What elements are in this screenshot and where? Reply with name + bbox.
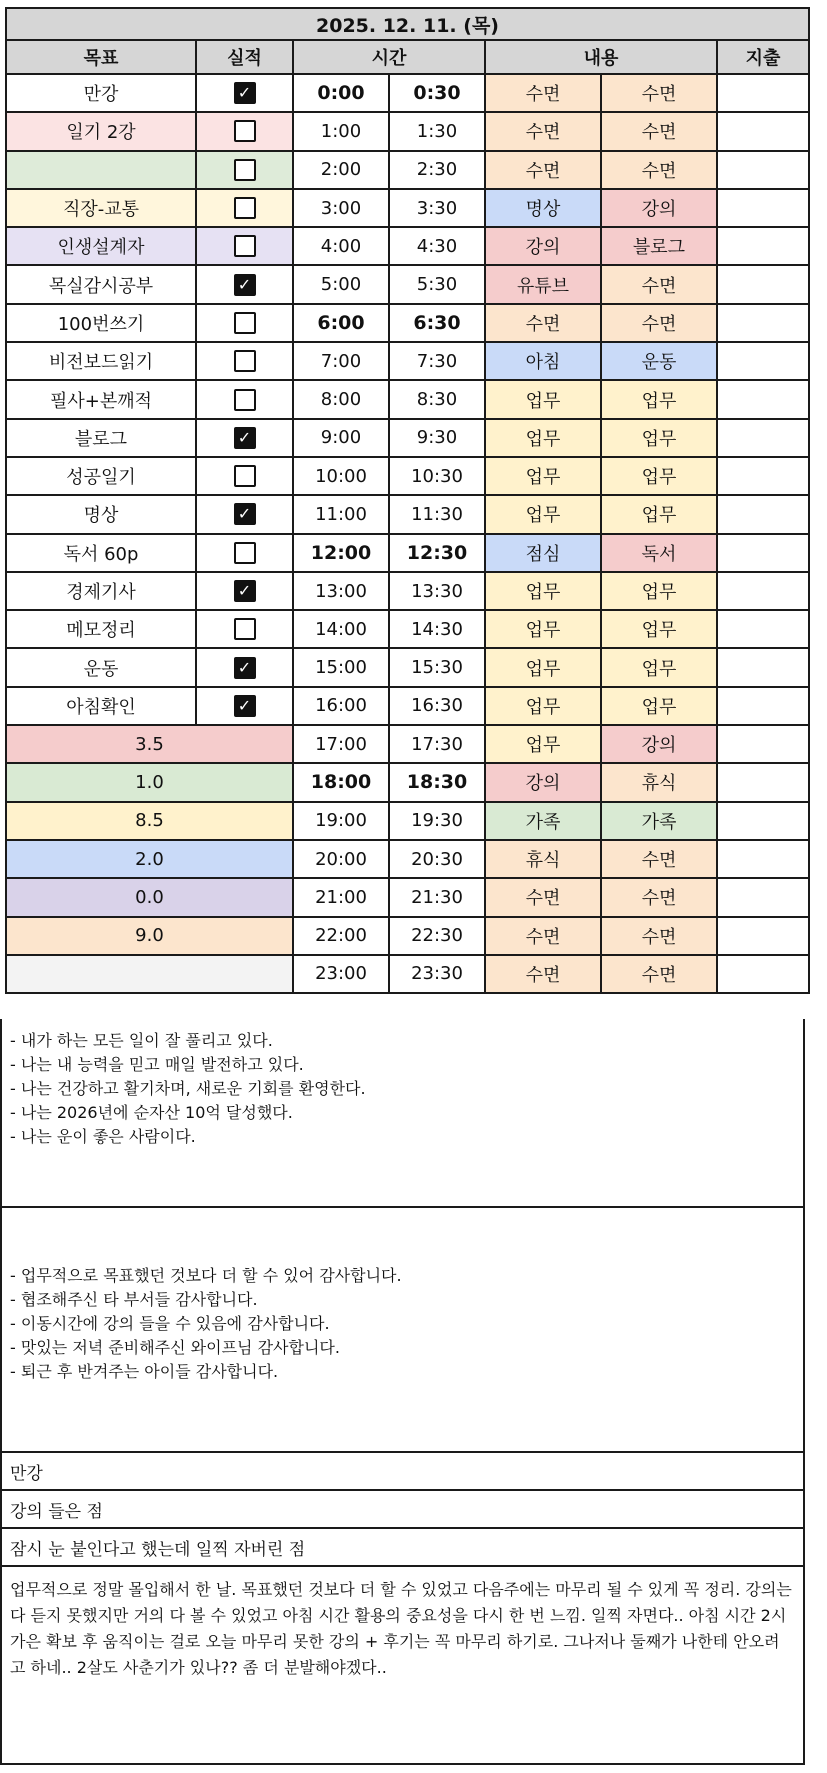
expense-cell	[718, 420, 810, 458]
time-start: 18:00	[294, 764, 390, 802]
activity-first-half: 업무	[486, 381, 602, 419]
activity-first-half: 업무	[486, 420, 602, 458]
activity-first-half: 아침	[486, 343, 602, 381]
activity-second-half: 업무	[602, 611, 718, 649]
activity-first-half: 수면	[486, 113, 602, 151]
time-end: 18:30	[390, 764, 486, 802]
affirmations-line: - 나는 건강하고 활기차며, 새로운 기회를 환영한다.	[10, 1079, 366, 1098]
activity-first-half: 점심	[486, 535, 602, 573]
activity-first-half: 가족	[486, 803, 602, 841]
goal-cell	[5, 152, 197, 190]
review-line-2: 강의 들은 점	[0, 1491, 805, 1529]
time-end: 12:30	[390, 535, 486, 573]
time-start: 20:00	[294, 841, 390, 879]
goal-cell: 인생설계자	[5, 228, 197, 266]
activity-first-half: 수면	[486, 75, 602, 113]
schedule-row	[5, 305, 810, 343]
activity-second-half: 강의	[602, 190, 718, 228]
activity-first-half: 수면	[486, 879, 602, 917]
result-cell	[197, 305, 294, 343]
expense-cell	[718, 841, 810, 879]
schedule-row	[5, 803, 810, 841]
expense-cell	[718, 381, 810, 419]
gratitude-line: - 맛있는 저녁 준비해주신 와이프님 감사합니다.	[10, 1338, 340, 1357]
result-cell	[197, 152, 294, 190]
schedule-row	[5, 152, 810, 190]
goal-cell: 운동	[5, 649, 197, 687]
time-start: 8:00	[294, 381, 390, 419]
unchecked-checkbox-icon[interactable]	[234, 618, 256, 640]
unchecked-checkbox-icon[interactable]	[234, 350, 256, 372]
activity-second-half: 강의	[602, 726, 718, 764]
expense-cell	[718, 688, 810, 726]
gratitude-line: - 업무적으로 목표했던 것보다 더 할 수 있어 감사합니다.	[10, 1266, 402, 1285]
activity-second-half: 업무	[602, 420, 718, 458]
time-end: 21:30	[390, 879, 486, 917]
schedule-row	[5, 879, 810, 917]
activity-first-half: 명상	[486, 190, 602, 228]
activity-second-half: 수면	[602, 841, 718, 879]
summary-hours-cell: 8.5	[5, 803, 294, 841]
header-time: 시간	[294, 41, 486, 75]
review-paragraph: 업무적으로 정말 몰입해서 한 날. 목표했던 것보다 더 할 수 있었고 다음주에는 마무리 될 수 있게 꼭 정리. 강의는 다 듣지 못했지만 거의 다 볼 수 있었고 아침 시간 활용의 중요성을 다시 한 번 느낌. 일찍 자면다.. 아침 시간 2시가은 확보 후 움직이는 걸로 오늘 마무리 못한 강의 + 후기는 꼭 마무리 하기로. 그나저나 둘째가 나한테 안오려고 하네.. 2살도 사춘기가 있나?? 좀 더 분발해야겠다..	[0, 1567, 805, 1765]
activity-second-half: 수면	[602, 879, 718, 917]
time-start: 5:00	[294, 266, 390, 304]
time-end: 9:30	[390, 420, 486, 458]
goal-cell: 직장-교통	[5, 190, 197, 228]
expense-cell	[718, 343, 810, 381]
time-start: 9:00	[294, 420, 390, 458]
result-cell	[197, 190, 294, 228]
expense-cell	[718, 764, 810, 802]
date-title: 2025. 12. 11. (목)	[5, 7, 810, 41]
time-start: 6:00	[294, 305, 390, 343]
goal-cell: 명상	[5, 496, 197, 534]
activity-first-half: 강의	[486, 764, 602, 802]
unchecked-checkbox-icon[interactable]	[234, 465, 256, 487]
expense-cell	[718, 535, 810, 573]
result-cell	[197, 228, 294, 266]
schedule-row	[5, 764, 810, 802]
expense-cell	[718, 573, 810, 611]
activity-second-half: 수면	[602, 152, 718, 190]
time-start: 4:00	[294, 228, 390, 266]
result-cell	[197, 688, 294, 726]
activity-first-half: 유튜브	[486, 266, 602, 304]
time-end: 16:30	[390, 688, 486, 726]
unchecked-checkbox-icon[interactable]	[234, 120, 256, 142]
activity-second-half: 가족	[602, 803, 718, 841]
expense-cell	[718, 496, 810, 534]
goal-cell: 100번쓰기	[5, 305, 197, 343]
result-cell	[197, 75, 294, 113]
time-start: 14:00	[294, 611, 390, 649]
time-start: 0:00	[294, 75, 390, 113]
summary-hours-cell: 2.0	[5, 841, 294, 879]
time-end: 14:30	[390, 611, 486, 649]
time-end: 11:30	[390, 496, 486, 534]
activity-first-half: 업무	[486, 649, 602, 687]
time-start: 15:00	[294, 649, 390, 687]
schedule-row	[5, 266, 810, 304]
schedule-row	[5, 611, 810, 649]
expense-cell	[718, 726, 810, 764]
affirmations-line: - 나는 2026년에 순자산 10억 달성했다.	[10, 1103, 293, 1122]
time-end: 17:30	[390, 726, 486, 764]
activity-second-half: 업무	[602, 496, 718, 534]
activity-second-half: 휴식	[602, 764, 718, 802]
schedule-row	[5, 420, 810, 458]
schedule-row	[5, 75, 810, 113]
expense-cell	[718, 190, 810, 228]
time-end: 6:30	[390, 305, 486, 343]
summary-hours-cell: 1.0	[5, 764, 294, 802]
time-end: 3:30	[390, 190, 486, 228]
expense-cell	[718, 918, 810, 956]
time-end: 2:30	[390, 152, 486, 190]
expense-cell	[718, 879, 810, 917]
time-end: 5:30	[390, 266, 486, 304]
time-end: 13:30	[390, 573, 486, 611]
activity-first-half: 업무	[486, 726, 602, 764]
goal-cell: 필사+본깨적	[5, 381, 197, 419]
expense-cell	[718, 305, 810, 343]
review-line-3: 잠시 눈 붙인다고 했는데 일찍 자버린 점	[0, 1529, 805, 1567]
activity-first-half: 업무	[486, 496, 602, 534]
expense-cell	[718, 228, 810, 266]
result-cell	[197, 458, 294, 496]
daily-planner-sheet	[5, 7, 810, 994]
time-start: 19:00	[294, 803, 390, 841]
activity-first-half: 수면	[486, 305, 602, 343]
schedule-row	[5, 228, 810, 266]
activity-second-half: 수면	[602, 305, 718, 343]
activity-second-half: 수면	[602, 266, 718, 304]
time-start: 23:00	[294, 956, 390, 994]
goal-cell: 성공일기	[5, 458, 197, 496]
summary-hours-cell: 3.5	[5, 726, 294, 764]
header-expense: 지출	[718, 41, 810, 75]
time-start: 1:00	[294, 113, 390, 151]
time-end: 7:30	[390, 343, 486, 381]
activity-first-half: 업무	[486, 573, 602, 611]
summary-hours-cell: 9.0	[5, 918, 294, 956]
unchecked-checkbox-icon[interactable]	[234, 542, 256, 564]
activity-first-half: 수면	[486, 956, 602, 994]
checked-checkbox-icon[interactable]: ✓	[234, 274, 256, 296]
time-start: 10:00	[294, 458, 390, 496]
activity-second-half: 업무	[602, 381, 718, 419]
schedule-rows	[5, 75, 810, 994]
header-row	[5, 41, 810, 75]
result-cell	[197, 496, 294, 534]
activity-first-half: 업무	[486, 458, 602, 496]
affirmations-block	[0, 1019, 805, 1208]
activity-first-half: 수면	[486, 918, 602, 956]
activity-second-half: 업무	[602, 458, 718, 496]
time-end: 23:30	[390, 956, 486, 994]
unchecked-checkbox-icon[interactable]	[234, 159, 256, 181]
schedule-row	[5, 726, 810, 764]
activity-second-half: 독서	[602, 535, 718, 573]
time-start: 3:00	[294, 190, 390, 228]
goal-cell: 만강	[5, 75, 197, 113]
header-goal: 목표	[5, 41, 197, 75]
gratitude-line: - 이동시간에 강의 들을 수 있음에 감사합니다.	[10, 1314, 330, 1333]
time-start: 2:00	[294, 152, 390, 190]
result-cell	[197, 573, 294, 611]
activity-second-half: 업무	[602, 649, 718, 687]
checked-checkbox-icon[interactable]: ✓	[234, 503, 256, 525]
goal-cell: 아침확인	[5, 688, 197, 726]
result-cell	[197, 343, 294, 381]
gratitude-block	[0, 1208, 805, 1453]
affirmations-line: - 나는 내 능력을 믿고 매일 발전하고 있다.	[10, 1055, 304, 1074]
goal-cell: 독서 60p	[5, 535, 197, 573]
expense-cell	[718, 803, 810, 841]
expense-cell	[718, 458, 810, 496]
header-content: 내용	[486, 41, 718, 75]
activity-first-half: 업무	[486, 611, 602, 649]
activity-first-half: 수면	[486, 152, 602, 190]
schedule-row	[5, 496, 810, 534]
schedule-row	[5, 688, 810, 726]
activity-second-half: 블로그	[602, 228, 718, 266]
review-line-1: 만강	[0, 1453, 805, 1491]
expense-cell	[718, 649, 810, 687]
goal-cell: 일기 2강	[5, 113, 197, 151]
result-cell	[197, 611, 294, 649]
title-row	[5, 7, 810, 41]
time-end: 15:30	[390, 649, 486, 687]
schedule-row	[5, 573, 810, 611]
affirmations-line: - 내가 하는 모든 일이 잘 풀리고 있다.	[10, 1031, 273, 1050]
activity-first-half: 업무	[486, 688, 602, 726]
activity-second-half: 운동	[602, 343, 718, 381]
goal-cell: 경제기사	[5, 573, 197, 611]
unchecked-checkbox-icon[interactable]	[234, 197, 256, 219]
schedule-row	[5, 190, 810, 228]
activity-second-half: 수면	[602, 113, 718, 151]
goal-cell: 블로그	[5, 420, 197, 458]
activity-second-half: 수면	[602, 956, 718, 994]
result-cell	[197, 113, 294, 151]
schedule-row	[5, 113, 810, 151]
activity-second-half: 업무	[602, 573, 718, 611]
result-cell	[197, 266, 294, 304]
time-end: 4:30	[390, 228, 486, 266]
checked-checkbox-icon[interactable]: ✓	[234, 580, 256, 602]
time-start: 16:00	[294, 688, 390, 726]
expense-cell	[718, 152, 810, 190]
schedule-row	[5, 918, 810, 956]
checked-checkbox-icon[interactable]: ✓	[234, 657, 256, 679]
result-cell	[197, 649, 294, 687]
summary-hours-cell	[5, 956, 294, 994]
time-start: 22:00	[294, 918, 390, 956]
schedule-row	[5, 649, 810, 687]
schedule-row	[5, 535, 810, 573]
time-start: 11:00	[294, 496, 390, 534]
time-start: 17:00	[294, 726, 390, 764]
expense-cell	[718, 75, 810, 113]
gratitude-line: - 협조해주신 타 부서들 감사합니다.	[10, 1290, 258, 1309]
goal-cell: 목실감시공부	[5, 266, 197, 304]
expense-cell	[718, 266, 810, 304]
header-result: 실적	[197, 41, 294, 75]
goal-cell: 비전보드읽기	[5, 343, 197, 381]
schedule-row	[5, 343, 810, 381]
goal-cell: 메모정리	[5, 611, 197, 649]
activity-first-half: 강의	[486, 228, 602, 266]
activity-first-half: 휴식	[486, 841, 602, 879]
unchecked-checkbox-icon[interactable]	[234, 389, 256, 411]
activity-second-half: 수면	[602, 75, 718, 113]
gratitude-line: - 퇴근 후 반겨주는 아이들 감사합니다.	[10, 1362, 279, 1381]
schedule-row	[5, 381, 810, 419]
time-start: 12:00	[294, 535, 390, 573]
time-end: 8:30	[390, 381, 486, 419]
time-end: 0:30	[390, 75, 486, 113]
schedule-row	[5, 841, 810, 879]
checked-checkbox-icon[interactable]: ✓	[234, 82, 256, 104]
expense-cell	[718, 113, 810, 151]
time-end: 1:30	[390, 113, 486, 151]
schedule-row	[5, 458, 810, 496]
expense-cell	[718, 956, 810, 994]
unchecked-checkbox-icon[interactable]	[234, 235, 256, 257]
activity-second-half: 수면	[602, 918, 718, 956]
expense-cell	[718, 611, 810, 649]
result-cell	[197, 381, 294, 419]
affirmations-line: - 나는 운이 좋은 사람이다.	[10, 1127, 196, 1146]
schedule-row	[5, 956, 810, 994]
time-end: 10:30	[390, 458, 486, 496]
result-cell	[197, 535, 294, 573]
activity-second-half: 업무	[602, 688, 718, 726]
summary-hours-cell: 0.0	[5, 879, 294, 917]
time-end: 20:30	[390, 841, 486, 879]
checked-checkbox-icon[interactable]: ✓	[234, 695, 256, 717]
time-end: 19:30	[390, 803, 486, 841]
time-start: 7:00	[294, 343, 390, 381]
unchecked-checkbox-icon[interactable]	[234, 312, 256, 334]
time-start: 21:00	[294, 879, 390, 917]
result-cell	[197, 420, 294, 458]
time-start: 13:00	[294, 573, 390, 611]
time-end: 22:30	[390, 918, 486, 956]
checked-checkbox-icon[interactable]: ✓	[234, 427, 256, 449]
